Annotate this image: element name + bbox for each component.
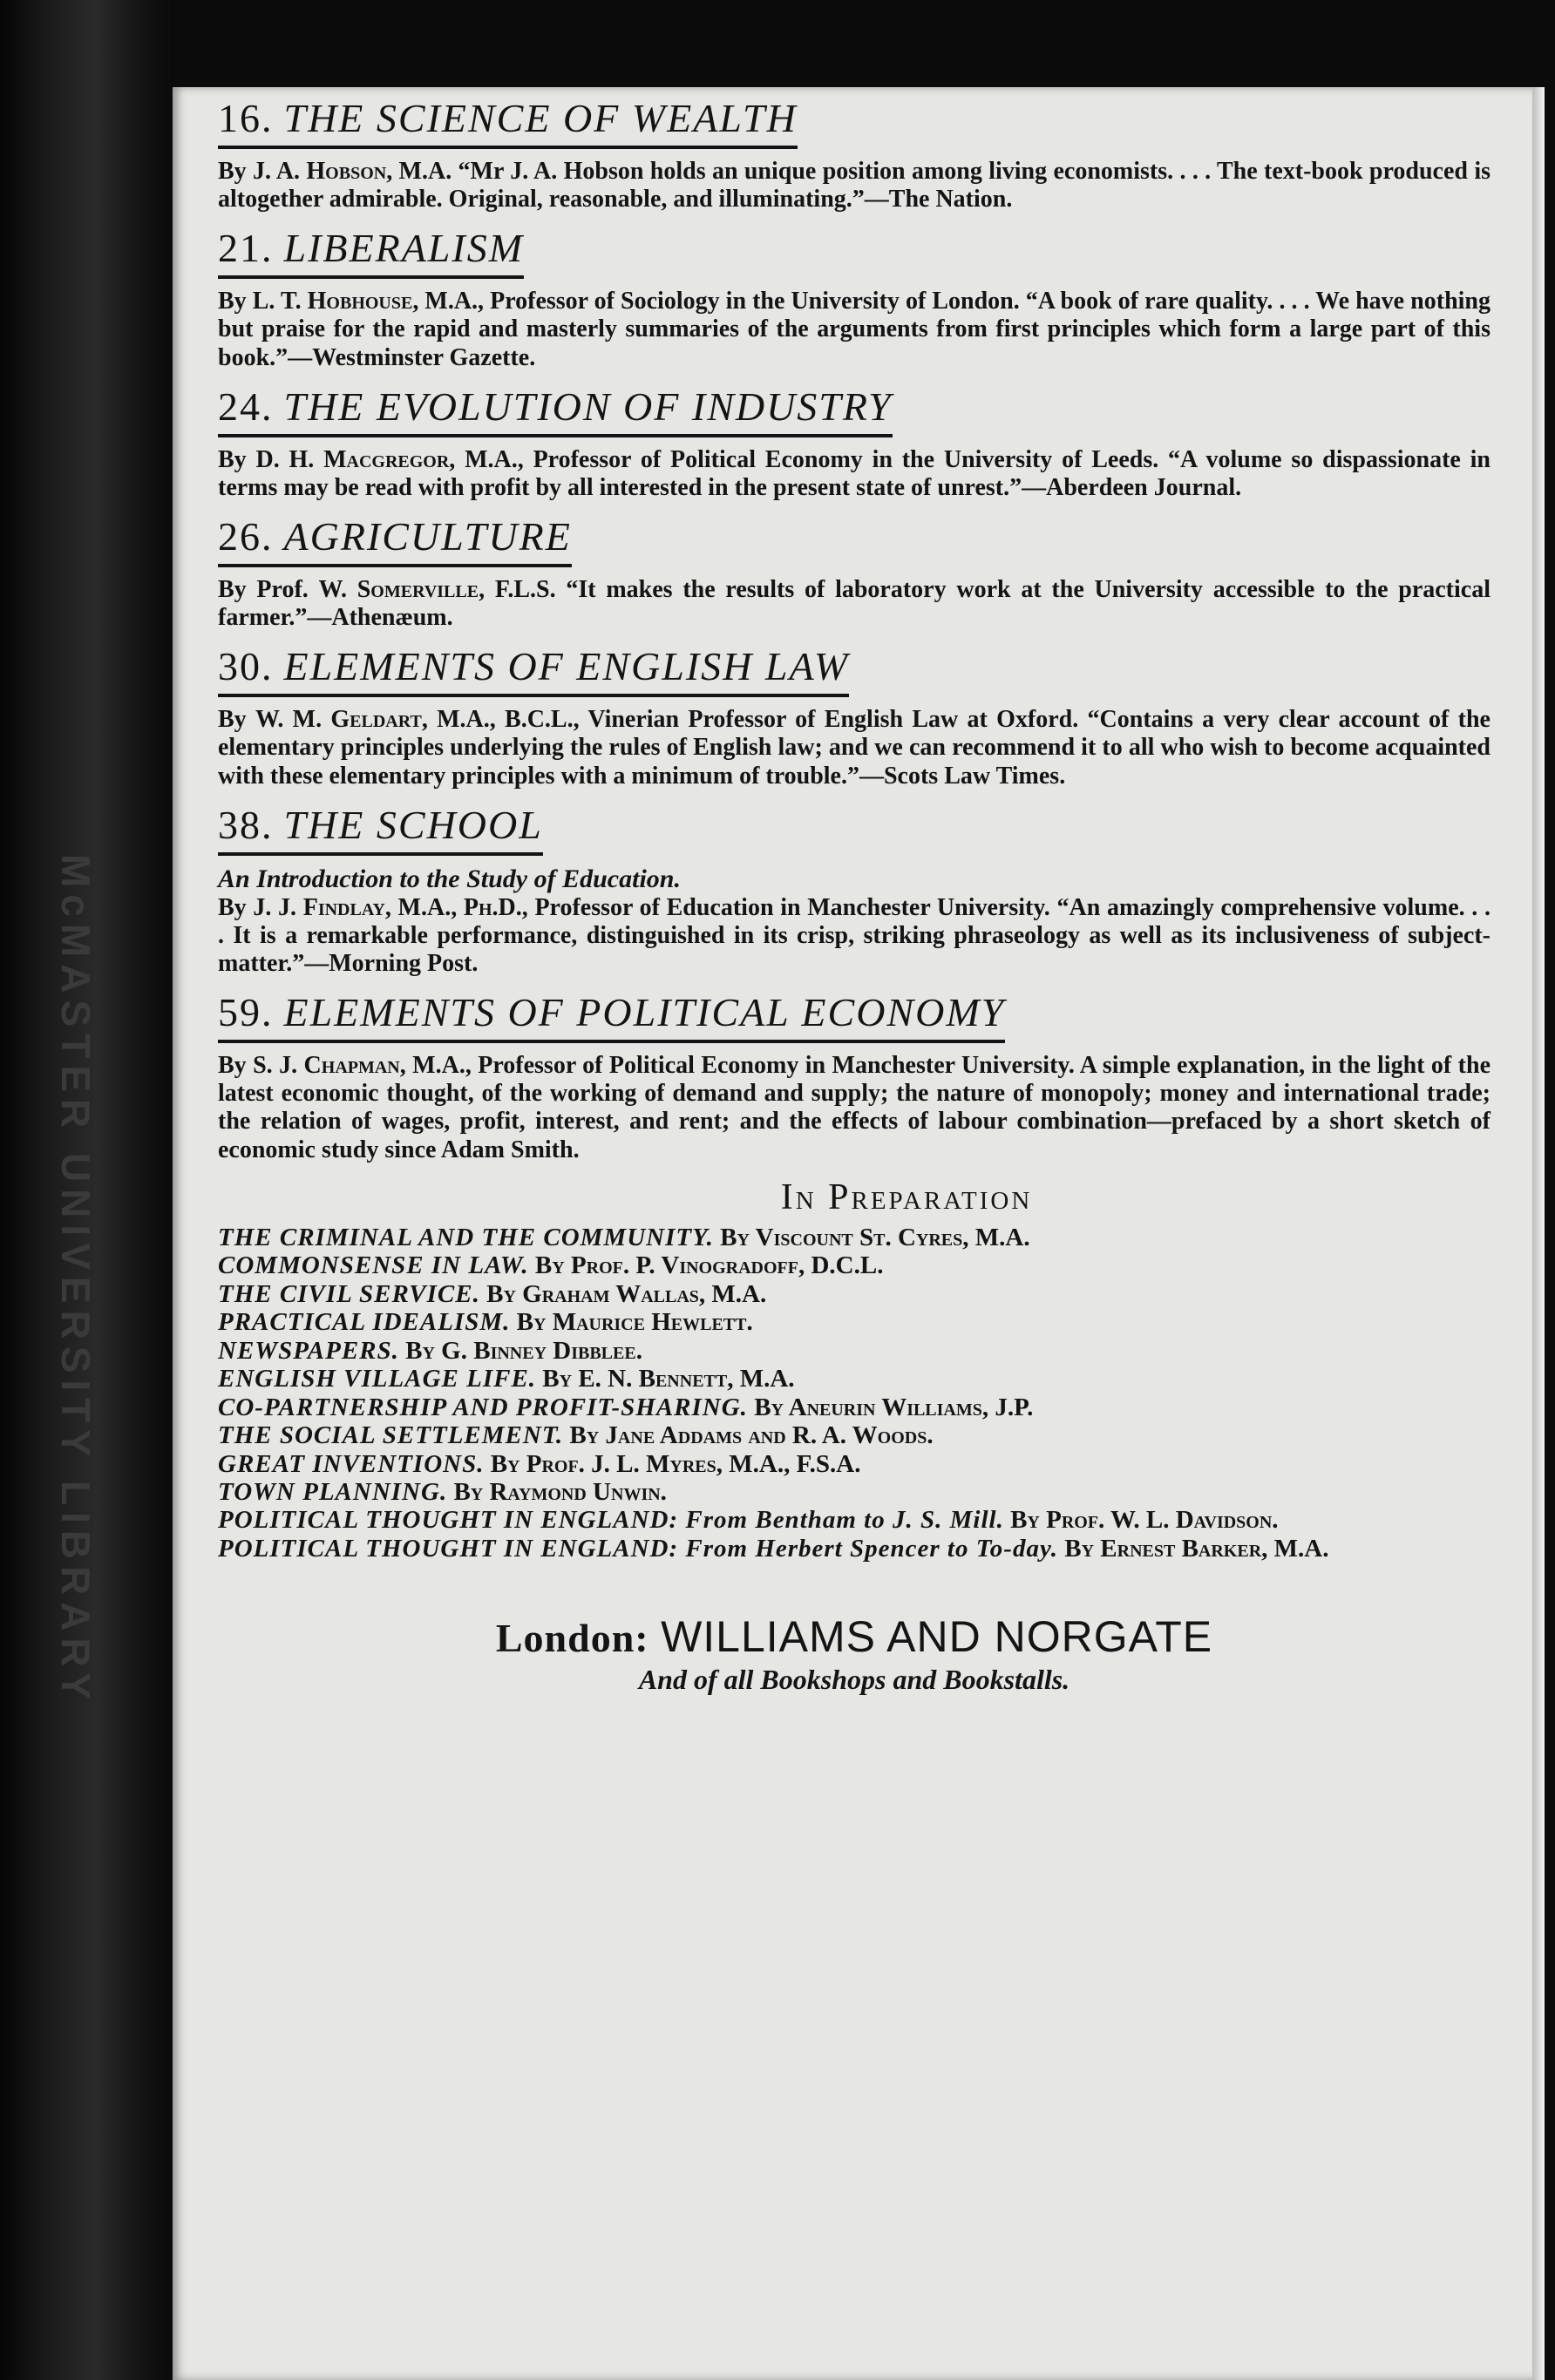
prep-author: By Jane Addams and R. A. Woods.	[563, 1421, 934, 1450]
author-name: W. Somerville, F.L.S.	[318, 575, 556, 603]
prep-author: By Maurice Hewlett.	[510, 1308, 753, 1337]
entry-title: THE EVOLUTION OF INDUSTRY	[283, 383, 893, 429]
author-name: S. J. Chapman, M.A.	[253, 1052, 465, 1080]
entry-title: THE SCIENCE OF WEALTH	[283, 96, 798, 140]
page-content	[218, 96, 1490, 1696]
publisher-tagline: And of all Bookshops and Bookstalls.	[638, 1664, 1070, 1696]
book-spine	[0, 0, 174, 2380]
prep-author: By Viscount St. Cyres, M.A.	[713, 1223, 1030, 1251]
entry-title: LIBERALISM	[283, 226, 525, 271]
entry-heading	[218, 226, 524, 279]
entry-text: , Professor of Sociology in the University of London. “A book of rare quality. . . . We have nothing but praise for the rapid and masterly summaries of the arguments from first principles which form a large part of this book.”—Westminster Gazette.	[218, 288, 1490, 371]
list-item	[218, 1365, 1490, 1393]
book-entry-38	[218, 803, 1490, 978]
prep-author: By Prof. W. L. Davidson.	[1003, 1506, 1279, 1535]
prep-author: By Prof. J. L. Myres, M.A., F.S.A.	[484, 1449, 861, 1478]
list-item	[218, 1280, 1490, 1308]
entry-subtitle: An Introduction to the Study of Education.	[218, 864, 681, 893]
author-prefix: By	[218, 1052, 254, 1080]
book-entry-59	[218, 990, 1490, 1164]
entry-number: 24.	[218, 383, 274, 429]
book-entry-26	[218, 514, 1490, 632]
entry-heading	[218, 803, 543, 856]
prep-author: By G. Binney Dibblee.	[398, 1336, 642, 1365]
author-name: D. H. Macgregor, M.A.	[255, 445, 518, 473]
prep-title: PRACTICAL IDEALISM.	[218, 1308, 511, 1337]
book-entry-21	[218, 226, 1490, 371]
entry-text: , Professor of Political Economy in Manchester University. A simple explanation, in the light of the latest economic thought, of the working of demand and supply; the nature of monopoly; money and international trade; the relation of wages, profit, interest, and rent; and the effects of labour combination—prefaced by a short sketch of economic study since Adam Smith.	[218, 1052, 1490, 1163]
author-name: J. J. Findlay, M.A., Ph.D.	[253, 893, 522, 921]
book-entry-16	[218, 96, 1490, 214]
list-item	[218, 1337, 1490, 1365]
list-item	[218, 1393, 1490, 1421]
author-prefix: By	[218, 445, 256, 473]
entry-heading	[218, 990, 1005, 1043]
author-prefix: By	[218, 706, 255, 734]
entry-title: ELEMENTS OF ENGLISH LAW	[283, 644, 850, 689]
entry-number: 59.	[218, 990, 274, 1035]
prep-title: THE CRIMINAL AND THE COMMUNITY.	[218, 1223, 714, 1251]
author-prefix: By	[218, 288, 253, 315]
entry-description	[218, 706, 1490, 790]
prep-author: By Prof. P. Vinogradoff, D.C.L.	[528, 1251, 884, 1280]
entry-heading	[218, 96, 798, 149]
list-item	[218, 1224, 1490, 1251]
entry-number: 21.	[218, 226, 274, 271]
entry-text: “Mr J. A. Hobson holds an unique position among living economists. . . . The text-book produced is altogether admirable. Original, reasonable, and illuminating.”—The Nation.	[218, 157, 1490, 214]
entry-heading	[218, 644, 849, 697]
page-edge	[1532, 87, 1545, 2380]
list-item	[218, 1421, 1490, 1449]
entry-description	[218, 894, 1490, 979]
entry-text: , Professor of Education in Manchester University. “An amazingly comprehensive volume. . . . It is a remarkable performance, distinguished in its crisp, striking phraseology as well as its inclusiveness of subject-matter.”—Morning Post.	[218, 893, 1490, 977]
entry-title: AGRICULTURE	[283, 513, 572, 559]
in-preparation-list	[218, 1224, 1490, 1563]
prep-title: COMMONSENSE IN LAW.	[218, 1251, 529, 1280]
entry-number: 26.	[218, 513, 274, 559]
book-entry-30	[218, 644, 1490, 790]
entry-text: , Professor of Political Economy in the University of Leeds. “A volume so dispassionate in terms may be read with profit by all interested in the present state of unrest.”—Aberdeen Journal.	[218, 445, 1490, 501]
entry-description	[218, 288, 1490, 372]
list-item	[218, 1478, 1490, 1506]
prep-title: ENGLISH VILLAGE LIFE.	[218, 1365, 537, 1393]
entry-description	[218, 158, 1490, 214]
entry-text: “It makes the results of laboratory work at the University accessible to the practical farmer.”—Athenæum.	[218, 575, 1490, 632]
entry-title: THE SCHOOL	[283, 802, 543, 847]
entry-number: 16.	[218, 96, 274, 140]
publisher-line	[218, 1611, 1490, 1662]
prep-author: By E. N. Bennett, M.A.	[536, 1365, 795, 1393]
prep-title: POLITICAL THOUGHT IN ENGLAND: From Herbert Spencer to To-day.	[218, 1534, 1058, 1563]
list-item	[218, 1251, 1490, 1279]
prep-title: THE SOCIAL SETTLEMENT.	[218, 1421, 564, 1450]
prep-title: GREAT INVENTIONS.	[218, 1449, 485, 1478]
entry-description	[218, 1052, 1490, 1164]
entry-heading	[218, 384, 893, 437]
prep-author: By Ernest Barker, M.A.	[1058, 1534, 1329, 1563]
list-item	[218, 1308, 1490, 1336]
entry-number: 38.	[218, 802, 274, 847]
entry-heading	[218, 514, 572, 567]
prep-title: THE CIVIL SERVICE.	[218, 1279, 480, 1308]
author-prefix: By Prof.	[218, 575, 319, 603]
entry-text: , Vinerian Professor of English Law at Oxford. “Contains a very clear account of the elementary principles underlying the rules of English law; and we can recommend it to all who wish to become acquainted with these elementary principles with a minimum of trouble.”—Scots Law Times.	[218, 706, 1490, 790]
entry-description	[218, 576, 1490, 632]
prep-author: By Aneurin Williams, J.P.	[747, 1393, 1034, 1421]
entry-title: ELEMENTS OF POLITICAL ECONOMY	[283, 990, 1006, 1035]
author-name: J. A. Hobson, M.A.	[253, 157, 452, 185]
prep-author: By Raymond Unwin.	[447, 1478, 667, 1507]
author-name: L. T. Hobhouse, M.A.	[252, 288, 479, 315]
author-prefix: By	[218, 157, 254, 185]
author-prefix: By	[218, 893, 254, 921]
in-preparation-heading: In Preparation	[780, 1176, 1033, 1217]
list-item	[218, 1450, 1490, 1478]
entry-description	[218, 446, 1490, 502]
spine-stamp: McMASTER UNIVERSITY LIBRARY	[53, 854, 98, 1706]
prep-title: CO-PARTNERSHIP AND PROFIT-SHARING.	[218, 1393, 748, 1421]
book-entry-24	[218, 384, 1490, 502]
prep-title: POLITICAL THOUGHT IN ENGLAND: From Bentham to J. S. Mill.	[218, 1506, 1004, 1535]
prep-author: By Graham Wallas, M.A.	[479, 1279, 767, 1308]
publisher-name: WILLIAMS AND NORGATE	[661, 1612, 1213, 1662]
list-item	[218, 1535, 1490, 1563]
publisher-city: London:	[495, 1616, 649, 1661]
entry-number: 30.	[218, 644, 274, 689]
author-name: W. M. Geldart, M.A., B.C.L.	[255, 706, 574, 734]
prep-title: NEWSPAPERS.	[218, 1336, 399, 1365]
list-item	[218, 1506, 1490, 1534]
prep-title: TOWN PLANNING.	[218, 1478, 448, 1507]
